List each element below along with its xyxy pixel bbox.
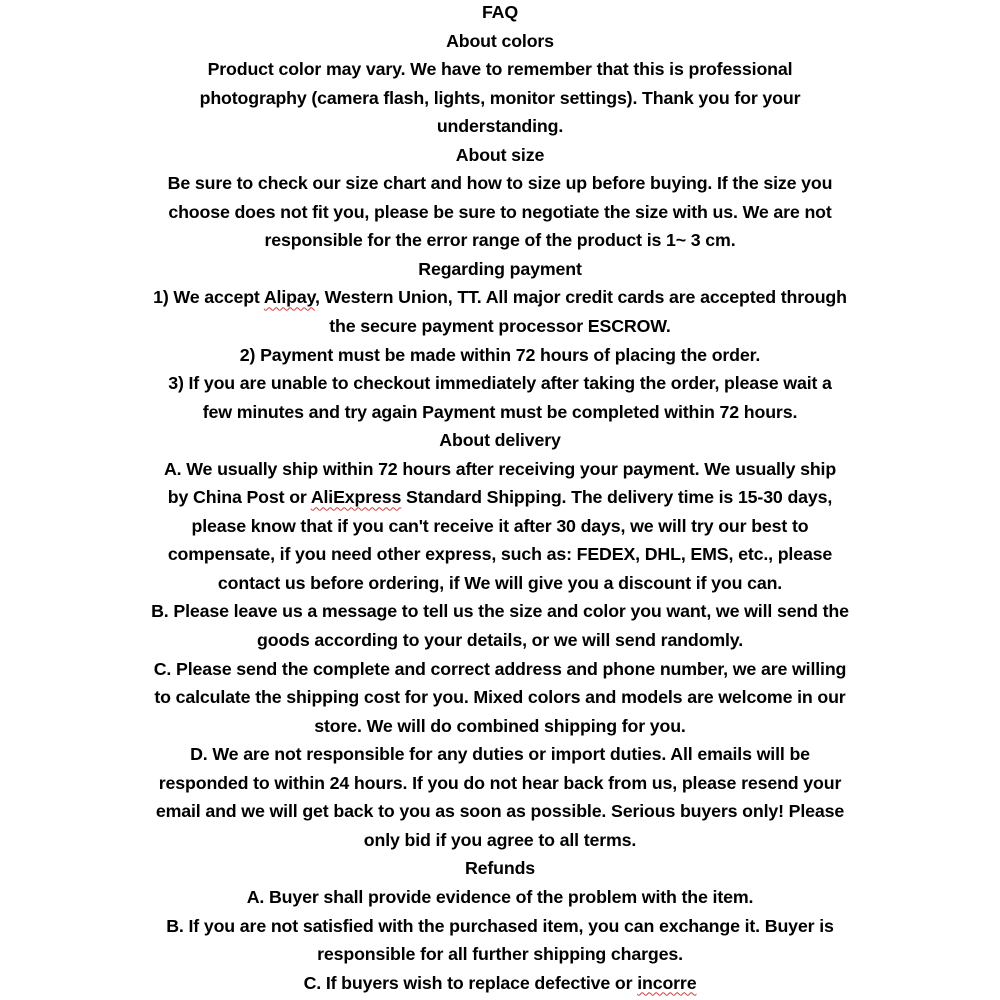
payment-text-line: few minutes and try again Payment must be completed within 72 hours. xyxy=(202,401,798,422)
spellcheck-word: Alipay xyxy=(263,287,315,308)
delivery-text-line: contact us before ordering, if We will give you a discount if you can. xyxy=(217,572,783,593)
size-text-line: Be sure to check our size chart and how to size up before buying. If the size you xyxy=(167,173,833,194)
delivery-heading: About delivery xyxy=(439,430,561,451)
size-heading: About size xyxy=(455,144,545,165)
size-text-line: responsible for the error range of the product is 1~ 3 cm. xyxy=(264,230,736,251)
colors-heading: About colors xyxy=(446,30,554,51)
refunds-text-segment: C. If buyers wish to replace defective or xyxy=(303,972,638,993)
delivery-text-line: B. Please leave us a message to tell us the size and color you want, we will send the xyxy=(151,601,849,622)
payment-heading: Regarding payment xyxy=(418,258,582,279)
spellcheck-word: AliExpress xyxy=(310,487,402,508)
delivery-text-line: A. We usually ship within 72 hours after receiving your payment. We usually ship xyxy=(163,458,837,479)
delivery-text-segment: by China Post or xyxy=(167,487,311,508)
refunds-text-line: B. If you are not satisfied with the purchased item, you can exchange it. Buyer is xyxy=(166,915,834,936)
delivery-text-line xyxy=(0,483,1000,512)
delivery-text-line: goods according to your details, or we will send randomly. xyxy=(257,630,743,651)
size-text-line: choose does not fit you, please be sure to negotiate the size with us. We are not xyxy=(168,201,832,222)
refunds-text-line xyxy=(0,969,1000,998)
delivery-text-line: please know that if you can't receive it after 30 days, we will try our best to xyxy=(191,515,809,536)
colors-text-line: understanding. xyxy=(436,116,564,137)
refunds-text-line: A. Buyer shall provide evidence of the problem with the item. xyxy=(246,886,754,907)
delivery-text-line: store. We will do combined shipping for you. xyxy=(314,715,686,736)
payment-text-line: the secure payment processor ESCROW. xyxy=(329,316,671,337)
payment-text-line: 3) If you are unable to checkout immediately after taking the order, please wait a xyxy=(168,373,832,394)
faq-title: FAQ xyxy=(481,2,519,22)
payment-text-line: 2) Payment must be made within 72 hours of placing the order. xyxy=(239,344,761,365)
delivery-text-line: compensate, if you need other express, such as: FEDEX, DHL, EMS, etc., please xyxy=(167,544,833,565)
colors-text-line: photography (camera flash, lights, monitor settings). Thank you for your xyxy=(199,87,801,108)
colors-text-line: Product color may vary. We have to remember that this is professional xyxy=(207,59,793,80)
delivery-text-line: responded to within 24 hours. If you do not hear back from us, please resend your xyxy=(158,772,842,793)
refunds-heading: Refunds xyxy=(464,858,536,879)
delivery-text-line: D. We are not responsible for any duties or import duties. All emails will be xyxy=(190,744,810,765)
delivery-text-line: C. Please send the complete and correct address and phone number, we are willing xyxy=(153,658,847,679)
delivery-text-segment: Standard Shipping. The delivery time is 15-30 days, xyxy=(401,487,833,508)
delivery-text-line: email and we will get back to you as soon as possible. Serious buyers only! Please xyxy=(155,801,845,822)
delivery-text-line: only bid if you agree to all terms. xyxy=(363,829,637,850)
payment-text-line xyxy=(0,283,1000,312)
spellcheck-word: incorre xyxy=(637,972,697,993)
delivery-text-line: to calculate the shipping cost for you. Mixed colors and models are welcome in our xyxy=(154,687,846,708)
refunds-text-line: responsible for all further shipping charges. xyxy=(317,944,683,965)
payment-text-segment: 1) We accept xyxy=(153,287,264,308)
payment-text-segment: , Western Union, TT. All major credit cards are accepted through xyxy=(315,287,847,308)
